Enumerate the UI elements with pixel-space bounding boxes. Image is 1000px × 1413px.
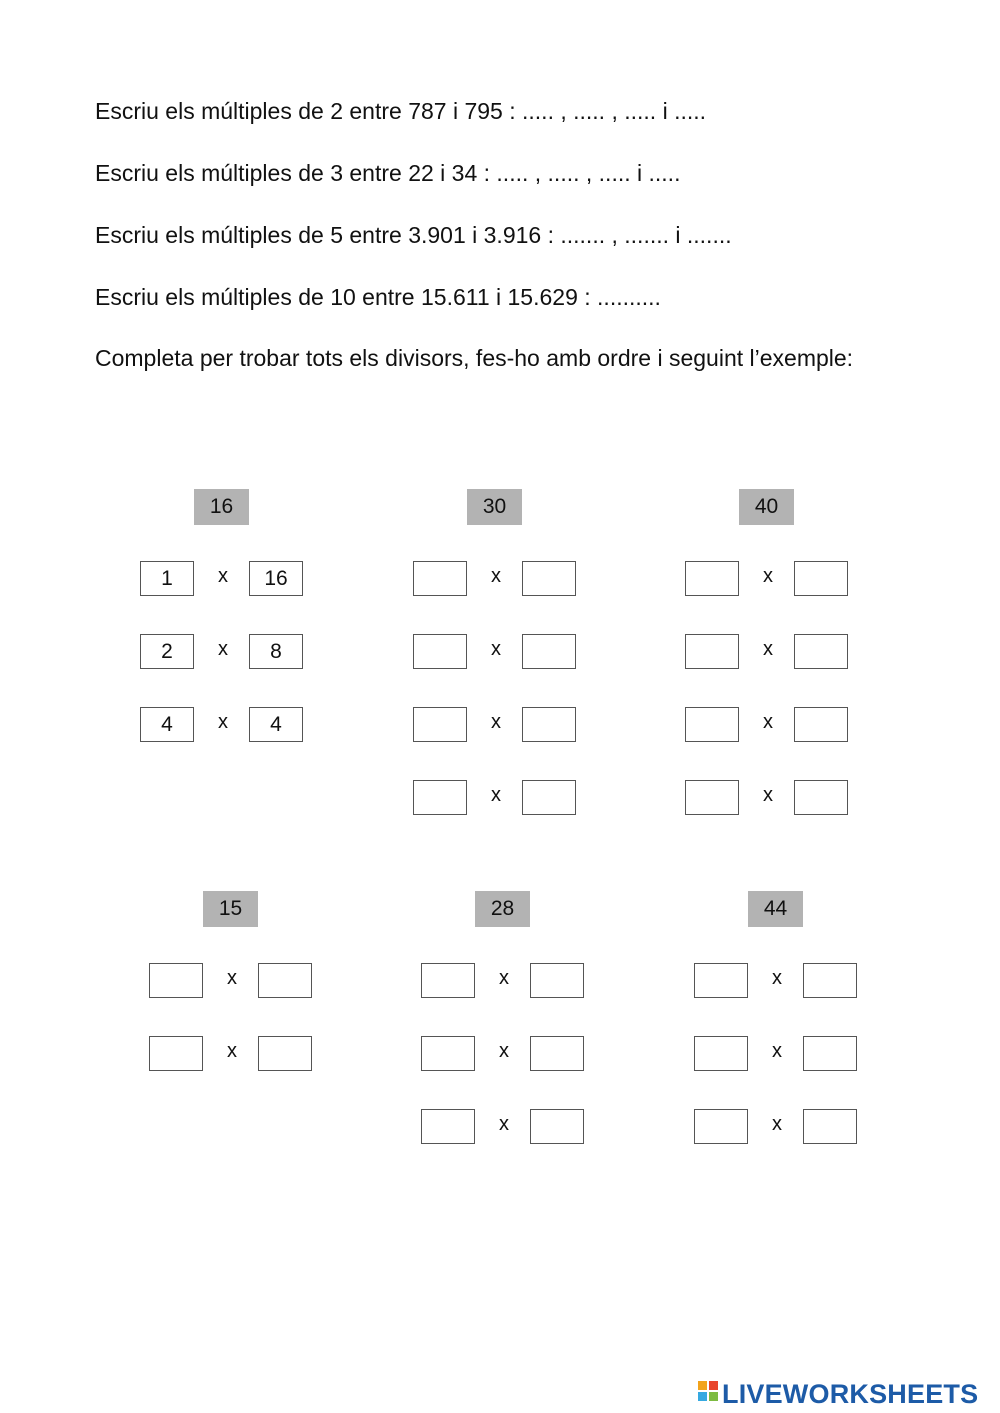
times-sign: x <box>763 638 773 660</box>
factor-input-left[interactable] <box>685 561 739 596</box>
factor-input-right[interactable] <box>522 707 576 742</box>
example-factor-right: 16 <box>249 561 303 596</box>
factor-input-left[interactable] <box>421 1109 475 1144</box>
example-factor-right: 8 <box>249 634 303 669</box>
times-sign: x <box>763 784 773 806</box>
divisor-pair-row <box>694 1109 860 1146</box>
times-sign: x <box>218 711 228 733</box>
example-factor-left: 4 <box>140 707 194 742</box>
question-multiples-of-3: Escriu els múltiples de 3 entre 22 i 34 : ..... , ..... , ..... i ..... <box>95 160 681 186</box>
divisor-pair-row <box>421 1109 587 1146</box>
divisor-pair-row <box>149 1036 315 1073</box>
factor-input-right[interactable] <box>522 780 576 815</box>
factor-input-left[interactable] <box>694 1036 748 1071</box>
times-sign: x <box>218 638 228 660</box>
factor-input-right[interactable] <box>258 1036 312 1071</box>
group-number-label: 40 <box>739 489 794 525</box>
times-sign: x <box>227 967 237 989</box>
factor-input-left[interactable] <box>149 963 203 998</box>
factor-input-left[interactable] <box>413 634 467 669</box>
factor-input-left[interactable] <box>421 963 475 998</box>
times-sign: x <box>491 711 501 733</box>
times-sign: x <box>218 565 228 587</box>
question-multiples-of-10: Escriu els múltiples de 10 entre 15.611 i 15.629 : .......... <box>95 284 661 310</box>
example-factor-left: 1 <box>140 561 194 596</box>
times-sign: x <box>491 565 501 587</box>
times-sign: x <box>499 1040 509 1062</box>
times-sign: x <box>763 711 773 733</box>
times-sign: x <box>772 1113 782 1135</box>
logo-mark-icon <box>698 1381 720 1407</box>
factor-input-left[interactable] <box>694 963 748 998</box>
factor-input-right[interactable] <box>530 963 584 998</box>
divisor-pair-row <box>413 634 579 671</box>
factor-input-right[interactable] <box>530 1109 584 1144</box>
factor-input-right[interactable] <box>794 780 848 815</box>
factor-input-right[interactable] <box>522 561 576 596</box>
factor-input-right[interactable] <box>803 963 857 998</box>
factor-input-left[interactable] <box>685 707 739 742</box>
divisor-pair-row <box>140 707 306 744</box>
times-sign: x <box>763 565 773 587</box>
divisor-pair-row <box>685 780 851 817</box>
times-sign: x <box>772 1040 782 1062</box>
factor-input-left[interactable] <box>149 1036 203 1071</box>
factor-input-right[interactable] <box>794 707 848 742</box>
divisor-pair-row <box>685 561 851 598</box>
factor-input-left[interactable] <box>413 780 467 815</box>
divisor-pair-row <box>421 1036 587 1073</box>
divisor-pair-row <box>149 963 315 1000</box>
factor-input-left[interactable] <box>413 707 467 742</box>
factor-input-left[interactable] <box>694 1109 748 1144</box>
group-number-label: 44 <box>748 891 803 927</box>
times-sign: x <box>499 967 509 989</box>
factor-input-left[interactable] <box>413 561 467 596</box>
group-number-label: 16 <box>194 489 249 525</box>
divisor-pair-row <box>685 707 851 744</box>
factor-input-right[interactable] <box>258 963 312 998</box>
factor-input-left[interactable] <box>685 780 739 815</box>
question-multiples-of-5: Escriu els múltiples de 5 entre 3.901 i 3.916 : ....... , ....... i ....... <box>95 222 732 248</box>
factor-input-right[interactable] <box>530 1036 584 1071</box>
factor-input-right[interactable] <box>522 634 576 669</box>
factor-input-right[interactable] <box>794 634 848 669</box>
divisor-pair-row <box>413 707 579 744</box>
factor-input-left[interactable] <box>421 1036 475 1071</box>
factor-input-right[interactable] <box>803 1109 857 1144</box>
example-factor-right: 4 <box>249 707 303 742</box>
liveworksheets-logo <box>698 1378 978 1410</box>
times-sign: x <box>491 784 501 806</box>
example-factor-left: 2 <box>140 634 194 669</box>
times-sign: x <box>499 1113 509 1135</box>
question-multiples-of-2: Escriu els múltiples de 2 entre 787 i 795 : ..... , ..... , ..... i ..... <box>95 98 707 124</box>
divisor-pair-row <box>694 1036 860 1073</box>
divisor-pair-row <box>413 561 579 598</box>
times-sign: x <box>227 1040 237 1062</box>
times-sign: x <box>491 638 501 660</box>
factor-input-right[interactable] <box>803 1036 857 1071</box>
divisors-instruction: Completa per trobar tots els divisors, fes-ho amb ordre i seguint l’exemple: <box>95 345 854 371</box>
group-number-label: 28 <box>475 891 530 927</box>
group-number-label: 15 <box>203 891 258 927</box>
times-sign: x <box>772 967 782 989</box>
divisor-pair-row <box>694 963 860 1000</box>
group-number-label: 30 <box>467 489 522 525</box>
divisor-pair-row <box>421 963 587 1000</box>
divisor-pair-row <box>140 634 306 671</box>
factor-input-right[interactable] <box>794 561 848 596</box>
logo-text: LIVEWORKSHEETS <box>722 1378 979 1409</box>
divisor-pair-row <box>413 780 579 817</box>
factor-input-left[interactable] <box>685 634 739 669</box>
divisor-pair-row <box>685 634 851 671</box>
divisor-pair-row <box>140 561 306 598</box>
